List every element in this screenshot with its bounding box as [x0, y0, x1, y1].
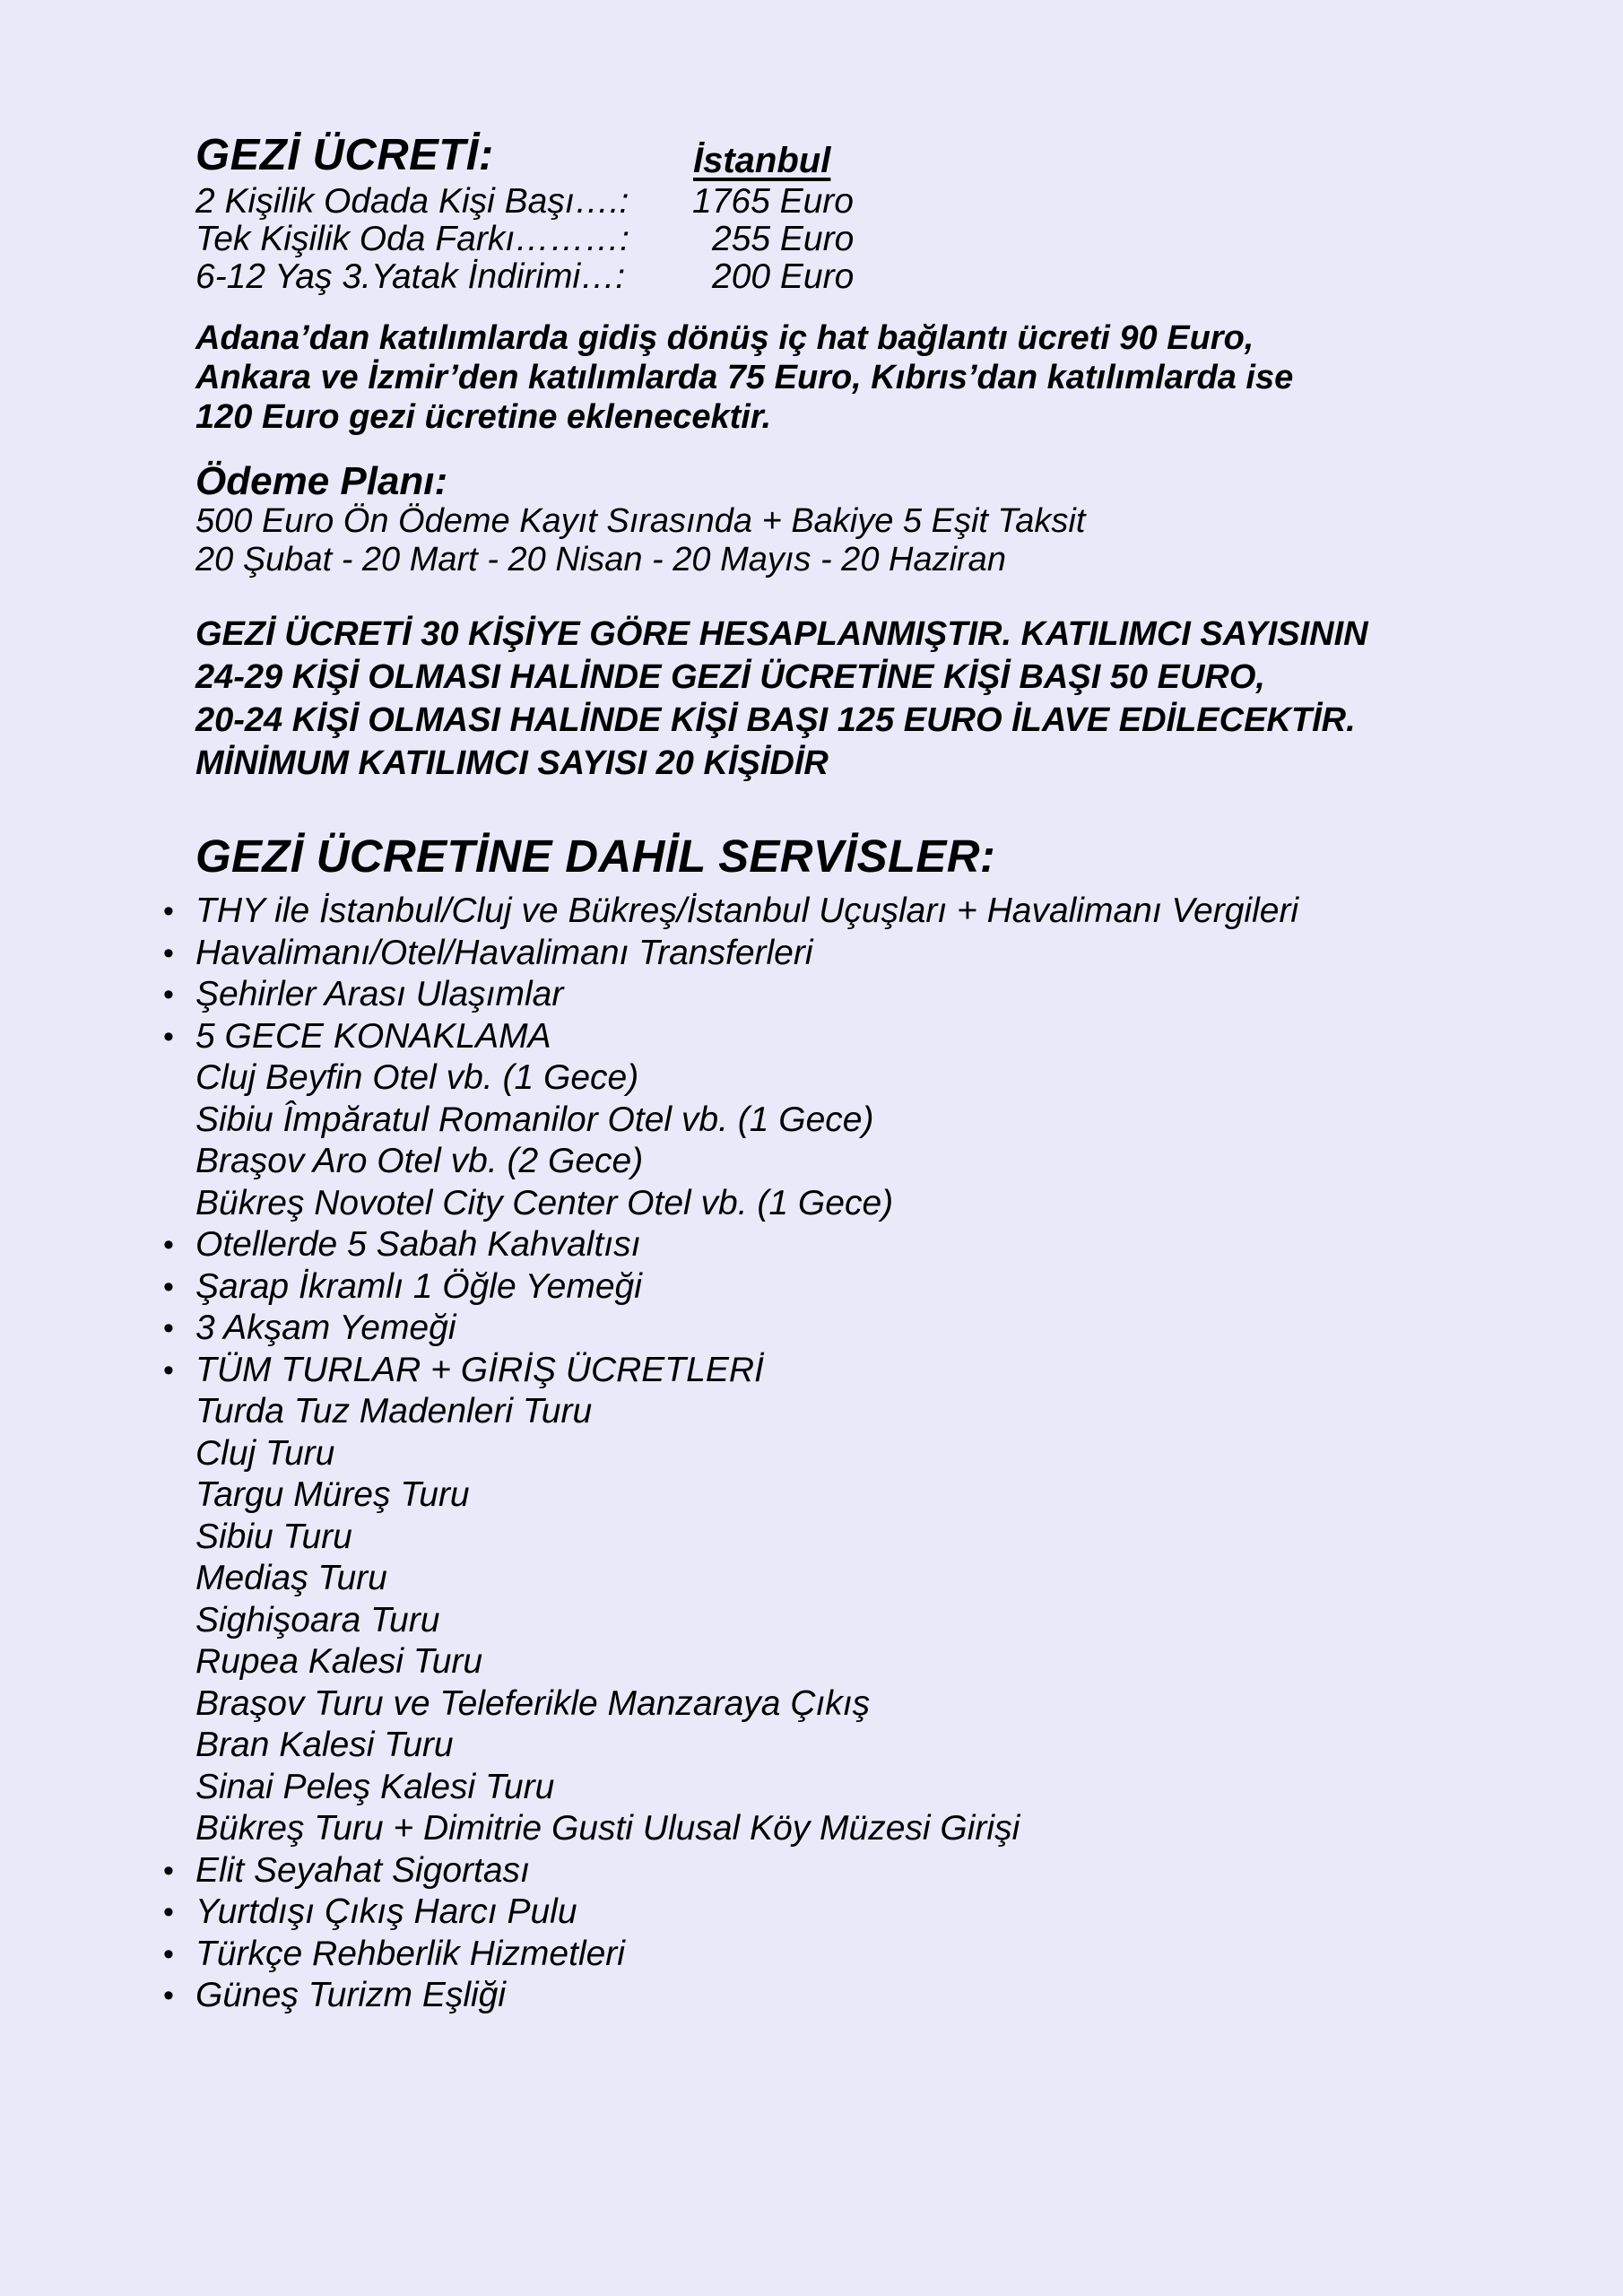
service-sub-item: Mediaş Turu: [195, 1559, 387, 1597]
notice-line: GEZİ ÜCRETİ 30 KİŞİYE GÖRE HESAPLANMIŞTIR. KATILIMCI SAYISININ: [195, 615, 1368, 653]
price-row-value: 255 Euro: [712, 220, 855, 258]
payment-plan-title: Ödeme Planı:: [195, 459, 448, 503]
service-item-text: Güneş Turizm Eşliği: [195, 1976, 507, 2014]
participant-notice: [195, 613, 1368, 785]
bullet-icon: •: [163, 1979, 174, 2013]
bullet-icon: •: [163, 935, 174, 970]
service-sub-item: Sibiu Împăratul Romanilor Otel vb. (1 Gece): [195, 1100, 874, 1139]
service-sub-item: Braşov Aro Otel vb. (2 Gece): [195, 1142, 644, 1180]
service-sub-item: Bükreş Turu + Dimitrie Gusti Ulusal Köy Müzesi Girişi: [195, 1809, 1020, 1848]
service-item-text: Havalimanı/Otel/Havalimanı Transferleri: [195, 933, 813, 972]
service-sub-item: Turda Tuz Madenleri Turu: [195, 1392, 593, 1431]
notice-line: MİNİMUM KATILIMCI SAYISI 20 KİŞİDİR: [195, 744, 829, 782]
service-item: [163, 1892, 1298, 1934]
service-item-text: Otellerde 5 Sabah Kahvaltısı: [195, 1225, 641, 1264]
service-sub-item: Targu Müreş Turu: [195, 1475, 470, 1514]
price-row-label: Tek Kişilik Oda Farkı………:: [195, 220, 629, 258]
service-item-text: Elit Seyahat Sigortası: [195, 1850, 530, 1890]
notice-line: 24-29 KİŞİ OLMASI HALİNDE GEZİ ÜCRETİNE KİŞİ BAŞI 50 EURO,: [195, 658, 1265, 696]
included-services-title: GEZİ ÜCRETİNE DAHİL SERVİSLER:: [195, 831, 996, 882]
service-item-text: Şehirler Arası Ulaşımlar: [195, 975, 564, 1013]
bullet-icon: •: [163, 894, 174, 928]
service-sub-item: Braşov Turu ve Teleferikle Manzaraya Çıkış: [195, 1683, 871, 1723]
service-item-text: TÜM TURLAR + GİRİŞ ÜCRETLERİ: [195, 1350, 764, 1389]
bullet-icon: •: [163, 1019, 174, 1054]
bullet-icon: •: [163, 1311, 174, 1345]
service-item: [163, 1975, 1298, 2017]
service-item: [163, 1850, 1298, 1892]
service-item-text: Yurtdışı Çıkış Harcı Pulu: [195, 1892, 577, 1931]
service-item: [163, 1308, 1298, 1350]
bullet-icon: •: [163, 1228, 174, 1262]
connection-line: 120 Euro gezi ücretine eklenecektir.: [195, 398, 772, 436]
connection-line: Ankara ve İzmir’den katılımlarda 75 Euro, Kıbrıs’dan katılımlarda ise: [195, 359, 1294, 396]
service-item: [163, 891, 1299, 933]
service-sub-item: Cluj Beyfin Otel vb. (1 Gece): [195, 1058, 639, 1097]
service-item: [163, 1266, 1298, 1309]
price-row-value: 200 Euro: [712, 257, 855, 296]
bullet-icon: •: [163, 1895, 174, 1929]
price-row-label: 2 Kişilik Odada Kişi Başı….:: [195, 182, 629, 221]
service-sub-item: Bran Kalesi Turu: [195, 1726, 454, 1764]
service-sub-item: Rupea Kalesi Turu: [195, 1642, 483, 1681]
service-item: [163, 974, 1298, 1016]
service-item-text: THY ile İstanbul/Cluj ve Bükreş/İstanbul Uçuşları + Havalimanı Vergileri: [195, 891, 1299, 930]
service-sub-item: Bükreş Novotel City Center Otel vb. (1 Gece): [195, 1183, 894, 1222]
bullet-icon: •: [163, 1936, 174, 1971]
payment-line: 500 Euro Ön Ödeme Kayıt Sırasında + Bakiye 5 Eşit Taksit: [195, 502, 1086, 540]
connection-fee-note: [195, 318, 1293, 437]
bullet-icon: •: [163, 1269, 174, 1304]
service-sub-item: Sibiu Turu: [195, 1517, 352, 1556]
service-sub-item: Sinai Peleş Kalesi Turu: [195, 1767, 555, 1806]
service-item: [163, 1224, 1298, 1266]
city-label: İstanbul: [693, 141, 831, 180]
payment-plan-text: [195, 502, 1085, 579]
bullet-icon: •: [163, 978, 174, 1012]
connection-line: Adana’dan katılımlarda gidiş dönüş iç hat bağlantı ücreti 90 Euro,: [195, 319, 1254, 357]
notice-line: 20-24 KİŞİ OLMASI HALİNDE KİŞİ BAŞI 125 EURO İLAVE EDİLECEKTİR.: [195, 701, 1356, 739]
service-sub-item: Sighişoara Turu: [195, 1600, 440, 1639]
service-item: [163, 1016, 1298, 1058]
service-item-text: 3 Akşam Yemeği: [195, 1309, 456, 1347]
included-services-list: [163, 891, 1299, 2017]
bullet-icon: •: [163, 1352, 174, 1387]
price-title: GEZİ ÜCRETİ:: [195, 131, 494, 179]
service-item: [163, 933, 1298, 975]
service-item: [163, 1934, 1298, 1976]
price-row-value: 1765 Euro: [692, 182, 854, 221]
service-item: [163, 1350, 1298, 1392]
service-item-text: 5 GECE KONAKLAMA: [195, 1016, 551, 1056]
payment-line: 20 Şubat - 20 Mart - 20 Nisan - 20 Mayıs - 20 Haziran: [195, 541, 1006, 578]
price-row-label: 6-12 Yaş 3.Yatak İndirimi…:: [195, 257, 626, 296]
bullet-icon: •: [163, 1853, 174, 1888]
service-item-text: Türkçe Rehberlik Hizmetleri: [195, 1934, 625, 1973]
service-sub-item: Cluj Turu: [195, 1433, 335, 1473]
service-item-text: Şarap İkramlı 1 Öğle Yemeği: [195, 1266, 642, 1306]
